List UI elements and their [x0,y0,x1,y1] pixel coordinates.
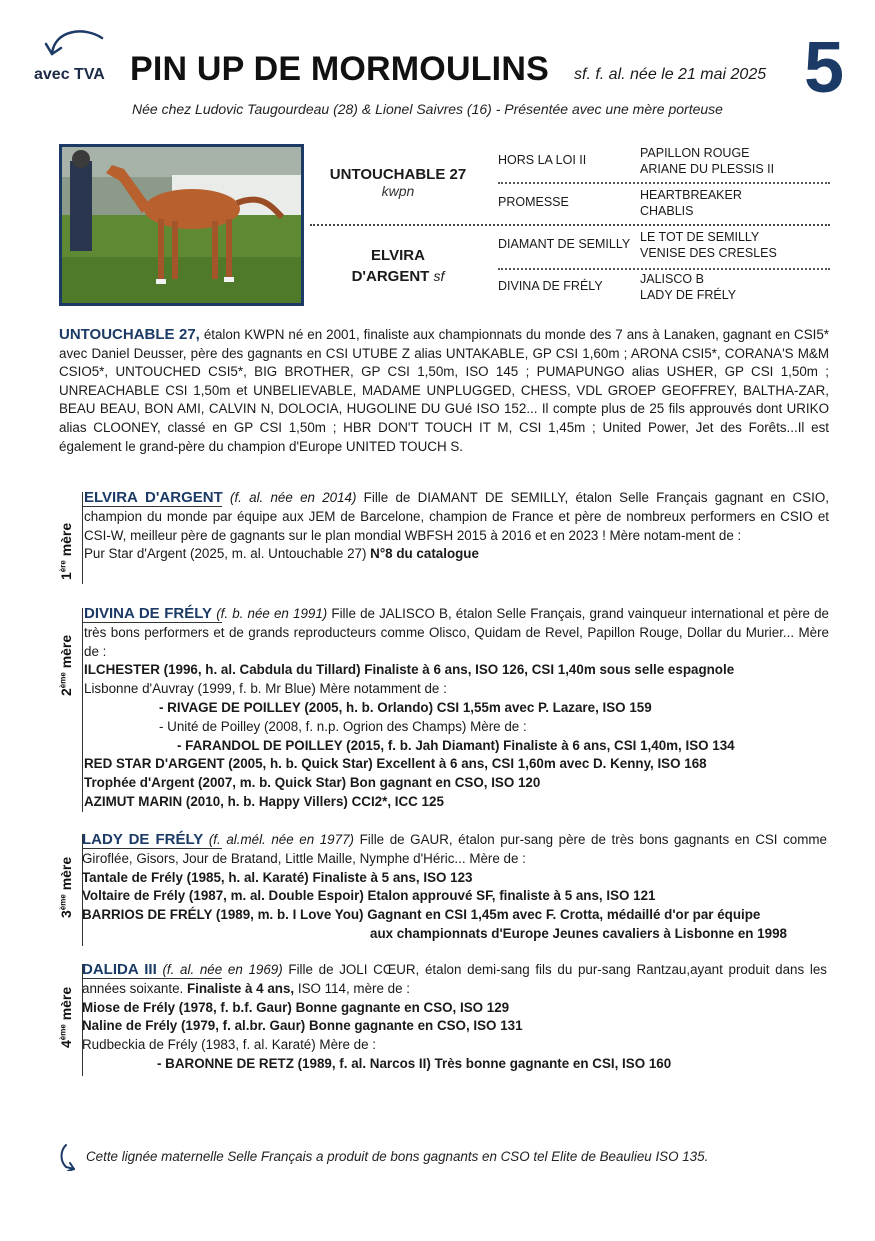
second-dam-text: Fille de JALISCO B, étalon Selle Français, grand vainqueur international et père de très bons performers et de grands reproducteurs comme Olisco, Quidam de Revel, Papillon Rouge, Dollar du Murier... Mère de : [84,606,830,659]
offspring-line: Tantale de Frély (1985, h. al. Karaté) Finaliste à 5 ans, ISO 123 [82,869,473,885]
offspring-line: Naline de Frély (1979, f. al.br. Gaur) Bonne gagnante en CSO, ISO 131 [82,1018,523,1034]
first-dam-details: (f. al. née en 2014) [229,490,357,505]
pedigree-ggp-1: PAPILLON ROUGE [640,146,750,160]
fourth-dam-highlight: Finaliste à 4 ans, [186,980,295,996]
third-dam-section [56,830,836,950]
second-dam-details: (f. b. née en 1991) [216,606,328,621]
first-dam-paragraph [84,489,829,545]
first-dam-section [56,488,836,588]
horse-name-title: PIN UP DE MORMOULINS [130,50,549,88]
first-dam-rank: 1ère mère [58,522,74,580]
pedigree-table [310,140,830,310]
offspring-line: Lisbonne d'Auvray (1999, f. b. Mr Blue) Mère notamment de : [84,681,447,697]
section-rule [82,608,83,812]
sire-description-lead: UNTOUCHABLE 27, [59,326,200,343]
foal-photo-illustration [62,147,301,303]
pedigree-ggp-5: LE TOT DE SEMILLY [640,230,760,244]
offspring-line: aux championnats d'Europe Jeunes cavaliers à Lisbonne en 1998 [370,925,787,941]
fourth-dam-text: Fille de JOLI CŒUR, étalon demi-sang fils du pur-sang Rantzau,ayant produit dans les années soixante. [82,962,827,996]
breeder-line: Née chez Ludovic Taugourdeau (28) & Lionel Saivres (16) - Présentée avec une mère porteuse [132,101,723,117]
fourth-dam-details: (f. al. née en 1969) [162,962,283,977]
fourth-dam-rank: 4ème mère [58,986,74,1048]
offspring-line: - Unité de Poilley (2008, f. n.p. Ogrion des Champs) Mère de : [159,718,527,734]
first-dam-name: ELVIRA D'ARGENT [84,489,223,506]
sire-studbook: kwpn [381,183,415,199]
dam-name-line2: D'ARGENT [351,268,430,285]
offspring-line: ILCHESTER (1996, h. al. Cabdula du Tillard) Finaliste à 6 ans, ISO 126, CSI 1,40m sous selle espagnole [84,662,735,678]
second-dam-body [84,605,829,812]
pedigree-dam-dam: DIVINA DE FRÉLY [498,279,603,293]
pedigree-sire-sire: HORS LA LOI II [498,153,587,167]
horse-description: sf. f. al. née le 21 mai 2025 [574,66,767,83]
offspring-line: Pur Star d'Argent (2025, m. al. Untouchable 27) N°8 du catalogue [84,546,479,562]
fourth-dam-paragraph [82,961,827,999]
first-dam-text: Fille de DIAMANT DE SEMILLY, étalon Selle Français gagnant en CSIO, champion du monde par équipe aux JEM de Barcelone, champion de France et père de nombreux performers en CSIO et CSI-W, meilleur père de gagnants sur le plan mondial WBFSH 2015 à 2016 et en 2023 ! Mère notam-ment de : [84,490,829,543]
third-dam-details: (f. al.mél. née en 1977) [208,832,354,847]
dam-name-line1: ELVIRA [371,247,425,264]
third-dam-paragraph [82,831,827,869]
dotted-divider [498,268,830,270]
sire-description [59,326,829,456]
third-dam-text: Fille de GAUR, étalon pur-sang père de très bons gagnants en CSI comme Giroflée, Gisors, Jour de Bratand, Little Maille, Nymphe d'Héric... Mère de : [82,832,827,866]
pedigree-ggp-6: VENISE DES CRESLES [640,246,777,260]
second-dam-name: DIVINA DE FRÉLY [84,605,213,622]
offspring-line: - FARANDOL DE POILLEY (2015, f. b. Jah Diamant) Finaliste à 6 ans, CSI 1,40m, ISO 134 [177,737,735,753]
offspring-line: Rudbeckia de Frély (1983, f. al. Karaté) Mère de : [82,1037,376,1053]
fourth-dam-text-end: ISO 114, mère de : [294,980,411,996]
offspring-line: Trophée d'Argent (2007, m. b. Quick Star) Bon gagnant en CSO, ISO 120 [84,775,541,791]
offspring-line: - BARONNE DE RETZ (1989, f. al. Narcos II) Très bonne gagnante en CSI, ISO 160 [157,1055,672,1071]
pedigree-ggp-8: LADY DE FRÉLY [640,288,737,302]
offspring-line: AZIMUT MARIN (2010, h. b. Happy Villers) CCI2*, ICC 125 [84,793,444,809]
pedigree-ggp-4: CHABLIS [640,204,694,218]
fourth-dam-name: DALIDA III [82,961,157,978]
fourth-dam-body [82,961,827,1074]
curved-arrow-icon [58,1143,78,1171]
offspring-line: BARRIOS DE FRÉLY (1989, m. b. I Love You) Gagnant en CSI 1,45m avec F. Crotta, médaillé d'or par équipe [82,907,761,923]
offspring-line: RED STAR D'ARGENT (2005, h. b. Quick Star) Excellent à 6 ans, CSI 1,60m avec D. Kenny, ISO 168 [84,756,707,772]
dam-studbook: sf [433,268,445,284]
third-dam-rank: 3ème mère [58,856,74,918]
third-dam-body [82,831,827,944]
pedigree-ggp-2: ARIANE DU PLESSIS II [640,162,775,176]
fourth-dam-section [56,960,836,1080]
second-dam-rank: 2ème mère [58,634,74,696]
lot-number: 5 [804,28,845,108]
pedigree-sire [310,166,486,199]
curved-arrow-icon [44,24,108,68]
vat-label: avec TVA [34,66,105,83]
pedigree-ggp-3: HEARTBREAKER [640,188,742,202]
foal-photo [59,144,304,306]
second-dam-paragraph [84,605,829,661]
third-dam-name: LADY DE FRÉLY [82,831,204,848]
footer-note: Cette lignée maternelle Selle Français a produit de bons gagnants en CSO tel Elite de Beaulieu ISO 135. [86,1149,709,1164]
dotted-divider [310,224,830,226]
sire-name: UNTOUCHABLE 27 [329,166,467,183]
second-dam-section [56,604,836,814]
pedigree-ggp-7: JALISCO B [640,272,704,286]
sire-description-body: étalon KWPN né en 2001, finaliste aux championnats du monde des 7 ans à Lanaken, gagnant en CSI5* avec Daniel Deusser, père des gagnants en CSI UTUBE Z alias UNTAKABLE, GP CSI 1,60m ; ARONA CSI5*, CORANA'S M&M CSIO5*, UNTOUCHED CSI5*, BIG BROTHER, GP CSI 1,50m, ISO 145 ; PUMAPUNGO alias USHER, GP CSI 1,50m ; UNREACHABLE CSI 1,50m et UNBELIEVABLE, MADAME UNPLUGGED, CHESS, VDL GROEP GEOFFREY, BALTHA-ZAR, BEAU BEAU, BON AMI, CALVIN N, DOLOCIA, HUGOLINE DU GUé ISO 152... Il compte plus de 25 fils approuvés dont URIKO alias CLOONEY, classé en GP CSI 1,50m ; HBR DON'T TOUCH IT M, CSI 1,45m ; United Power, Jet des Forêts...Il est également le grand-père du champion d'Europe UNITED TOUCH S. [59,327,830,454]
offspring-line: - RIVAGE DE POILLEY (2005, h. b. Orlando) CSI 1,55m avec P. Lazare, ISO 159 [159,699,652,715]
pedigree-dam-sire: DIAMANT DE SEMILLY [498,237,631,251]
pedigree-dam [310,246,486,287]
pedigree-sire-dam: PROMESSE [498,195,569,209]
offspring-line: Voltaire de Frély (1987, m. al. Double Espoir) Etalon approuvé SF, finaliste à 5 ans, ISO 121 [82,888,656,904]
offspring-line: Miose de Frély (1978, f. b.f. Gaur) Bonne gagnante en CSO, ISO 129 [82,999,510,1015]
first-dam-body [84,489,829,564]
dotted-divider [498,182,830,184]
